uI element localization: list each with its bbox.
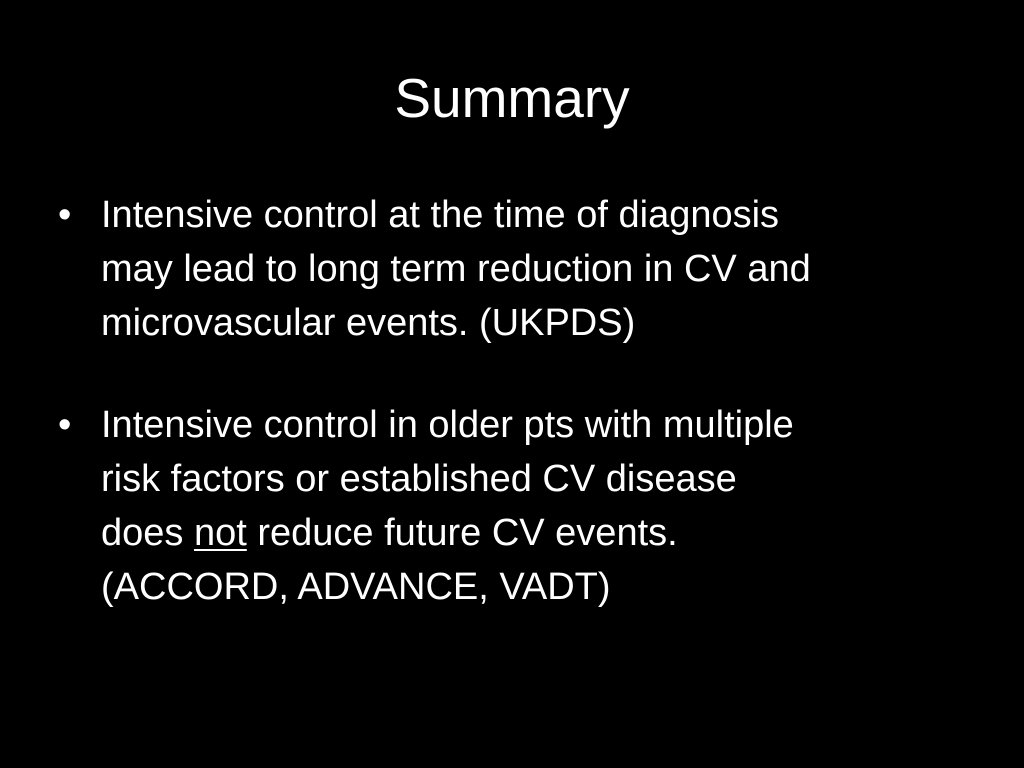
bullet-text-line: may lead to long term reduction in CV and: [101, 248, 811, 290]
bullet-text-line: risk factors or established CV disease: [101, 458, 737, 500]
bullet-text-line: Intensive control in older pts with multiple: [101, 404, 794, 446]
bullet-text-line: microvascular events. (UKPDS): [101, 302, 636, 344]
emphasis-not: not: [193, 512, 247, 554]
bullet-item-accord: [58, 398, 978, 614]
slide-title: Summary: [394, 67, 630, 129]
bullet-text-segment: does: [101, 512, 194, 554]
bullet-marker: •: [58, 404, 72, 446]
bullet-text-line: Intensive control at the time of diagnosis: [101, 194, 780, 236]
bullet-item-ukpds: [58, 188, 978, 350]
bullet-text-segment: reduce future CV events.: [246, 512, 678, 554]
bullet-list: [58, 188, 978, 662]
bullet-text-line: (ACCORD, ADVANCE, VADT): [101, 566, 611, 608]
bullet-marker: •: [58, 194, 72, 236]
